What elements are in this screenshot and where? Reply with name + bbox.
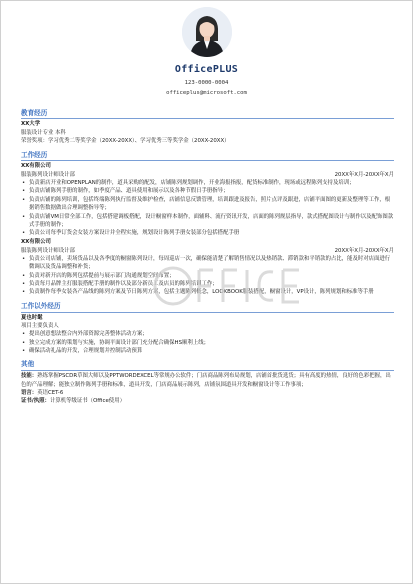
list-item: • 负责店铺的陈列培训，包括终端陈列执行监督及维护检查，店铺信息反馈管理，培训跟进及报告，照片点评及跟进，店铺平面图的更新及整理等工作，根据销售数据做出合理调整指导等；: [21, 196, 394, 213]
job-meta-row: [21, 247, 394, 255]
job-position: 服装陈列设计师设计部: [21, 247, 75, 254]
list-item: • 负责店铺VM日常全部工作，包括搭建调板搭配，设计橱窗样本制作，面辅料、流行资讯开发，店面的陈列规层指导，款式搭配图设计与制作以及配饰图款式手册的制作；: [21, 213, 394, 230]
list-item: • 负责公司店铺，卖场货品以及各季度的橱窗陈列设计，每周巡店一次，确保能清楚了解销售情况以及热销款、滞销款和平销款的占比，能及时对店面进行微调以及货品调整和补货；: [21, 255, 394, 272]
certificate-text: 计算机等级证书（Office使用）: [49, 398, 125, 405]
job-meta-row: [21, 171, 394, 179]
list-item: • 独立完成方案的策划与实施，协调平面设计部门充分配合确保HS顺利上线；: [21, 339, 394, 347]
list-item: • 负责对新开店的陈列包括提前与展示部门沟通规划空间布置；: [21, 272, 394, 280]
job-position: 服装陈列设计师设计部: [21, 171, 75, 178]
language-line: [21, 389, 394, 397]
language-text: 英语CET-6: [37, 389, 64, 396]
organization-name: 夏也时髦: [21, 314, 43, 321]
education-section: [21, 108, 394, 146]
school-name: XX大学: [21, 121, 41, 128]
list-item: • 负责公司每季订货会女装方案设计并全程实施，规划设计陈列手册女装部分包括搭配手册: [21, 229, 394, 237]
candidate-name: OfficePLUS: [174, 64, 239, 75]
activity-role: 项目主要负责人: [21, 322, 59, 329]
job-duties: [21, 179, 394, 238]
work-section: [21, 150, 394, 297]
job-duties: [21, 255, 394, 297]
list-item: • 负责制作每季女装各产品线的陈列方案及节日陈列方案，包括主题陈列概念，LOOKBOOK服装搭配，橱窗设计，VP设计，陈列规划和标准等手册: [21, 288, 394, 296]
section-title-work: 工作经历: [21, 150, 394, 162]
list-item: • 提出创意想法整合内外部资源完善整体活动方案；: [21, 330, 394, 338]
list-item: • 确保活动礼品的开发，合理规划并控制活动预算: [21, 347, 394, 355]
language-label: 语言：: [21, 389, 38, 396]
job-dates: 20XX年X月-20XX年X月: [334, 171, 394, 178]
email-address: officeplus@microsoft.com: [166, 90, 247, 97]
company-name: XX有限公司: [21, 239, 51, 246]
phone-number: 123-0000-0004: [184, 79, 229, 86]
list-item: • 负责每月品牌主打服装搭配手册的制作以及部分新员工及店员的陈列培训工作；: [21, 280, 394, 288]
certificate-label: 证书/执照：: [21, 398, 50, 405]
list-item: • 负责新店开业和OPENPLAN的制作，道具采购的配发，店铺陈列规划调作，开业海报指报，配货标准制作，现场或远程陈列支持及培训；: [21, 179, 394, 187]
skills-line: [21, 372, 394, 389]
activities-section: [21, 301, 394, 356]
job-dates: 20XX年X月-20XX年X月: [334, 247, 394, 254]
certificate-line: [21, 397, 394, 405]
job-entry: [21, 238, 394, 297]
section-title-education: 教育经历: [21, 108, 394, 120]
resume-header: [1, 1, 412, 99]
avatar: [182, 7, 232, 57]
honors: 荣誉奖项：学习优秀二等奖学金（20XX-20XX）、学习优秀三等奖学金（20XX-20XX）: [21, 138, 230, 145]
major-degree: 服装设计专业 本科: [21, 129, 66, 136]
profile-photo-icon: [182, 7, 232, 57]
job-entry: [21, 162, 394, 237]
other-section: [21, 359, 394, 405]
skills-label: 技能：: [21, 373, 38, 380]
list-item: • 负责店铺陈列手册的制作，如季度产品、道具使用和展示以及各种节假日手册指导；: [21, 187, 394, 195]
section-title-other: 其他: [21, 359, 394, 371]
section-title-activities: 工作以外经历: [21, 301, 394, 313]
company-name: XX有限公司: [21, 163, 51, 170]
skills-text: 熟练掌握PSCDR草图大师以及PPTWORDEXCEL等常规办公软件；门店商品陈列布局规划，店铺首批货选货；具有高度的热情，良好的色彩把握，出色的产品理解；能独立制作陈列手册和标准，道具开发，门店商品展示陈列，店铺氛围道具开发和橱窗设计等工作事项；: [21, 373, 391, 388]
activity-list: [21, 330, 394, 355]
